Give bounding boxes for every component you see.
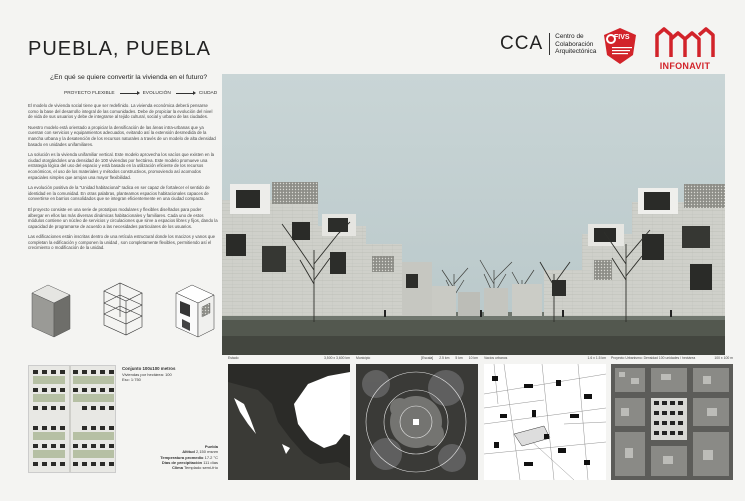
viviendas-label: Viviendas por hectárea: 100 <box>122 371 172 377</box>
axonometric-module-drawings <box>24 273 224 341</box>
fivs-badge-icon <box>603 27 637 65</box>
conjunto-label: Conjunto 100x100 metros <box>122 366 176 371</box>
site-plan-image <box>28 365 116 473</box>
description-text <box>28 103 218 256</box>
project-urban-map <box>611 364 733 480</box>
arrow-right-icon <box>176 93 194 94</box>
map-panel-vacios <box>484 356 606 480</box>
fivs-logo <box>603 27 637 65</box>
map-scale: 10 km <box>468 356 478 360</box>
map-panel-estado <box>228 356 350 480</box>
housing-render <box>222 74 725 355</box>
data-key: Días de precipitación <box>161 459 203 465</box>
main-render-image <box>222 74 725 355</box>
concept-flow <box>64 91 217 96</box>
axonometric-diagrams <box>24 273 224 341</box>
arrow-right-icon <box>120 93 138 94</box>
paragraph-3: La solución es la vivienda unifamiliar vertical. Este modelo aprovecha los vacíos que existen en la ciudad otorgándoles una densidad de 100 viviendas por hectárea. Este modelo promueve una estrategia lógica del uso del espacio y está basado en la utilización eficiente de los recursos económicos, el uso de los materiales y métodos constructivos, promoviendo así acomodos espaciales simples que arrojan una mayor flexibilidad. <box>28 152 215 180</box>
flow-step-2: EVOLUCIÓN <box>142 91 171 96</box>
paragraph-5: El proyecto consiste en una serie de prototipos modulares y flexibles diseñados para poder albergar en ellos las más diversas dinámicas habitacionales y familiares. Cada uno de estos módulos contiene un núcleo de servicios y circulaciones que sirve a espacios libres y fijos, dando la capacidad de programarse de acuerdo a las necesidades particulares de los usuarios. <box>28 206 218 229</box>
city-name: Puebla <box>204 444 218 449</box>
cca-text: Centro de Colaboración Arquitectónica <box>555 33 597 55</box>
infonavit-text: INFONAVIT <box>659 61 711 71</box>
site-plan-drawing <box>29 366 116 473</box>
paragraph-6: Las edificaciones están inscritas dentro de una retícula estructural donde los macizos y vanos que completan la edificación y componen la unidad , son completamente flexibles, permitiendo así el crecimiento o modificación de la unidad. <box>28 234 216 251</box>
paragraph-2: Nuestro modelo está orientado a propiciar la densificación de las áreas intra-urbanas que ya cuentan con servicios y equipamientos adecuados, evitando así la extensión desmedida de la mancha urbana y la desatención de los recursos naturales a través de un modelo de alta densidad basado en unidades unifamiliares. <box>28 124 216 147</box>
infonavit-logo <box>651 25 719 71</box>
urban-voids-map <box>484 364 606 480</box>
data-value: 17.2 °C <box>204 454 218 460</box>
flow-step-1: PROYECTO FLEXIBLE <box>64 91 115 96</box>
data-key: Altitud <box>182 449 195 455</box>
paragraph-1: El modelo de vivienda social tiene que ser redefinido. La vivienda económica deberá pensarse como la base del desarrollo integral de las comunidades. Debe de propiciar la evolución del nivel de vida de sus usuarios y debe de integrarse al tejido cultural, social y urbano de las ciudades. <box>28 103 213 120</box>
data-value: Templado semi-frío <box>183 465 218 471</box>
cca-mark: CCA <box>500 33 550 55</box>
lead-question: ¿En qué se quiere convertir la vivienda en el futuro? <box>50 74 208 81</box>
paragraph-4: La evolución positiva de la "Unidad habitacional" radica en ser capaz de fortalecer el sentido de identidad en la comunidad. En otras palabras, planteamos espacios habitacionales capaces de convertirse en barrios consolidados que se integran eficientemente en una ciudad compacta. <box>28 185 210 202</box>
municipio-satellite-map <box>356 364 478 480</box>
data-value: 2,150 msnm <box>195 449 218 455</box>
infonavit-mark-icon <box>651 25 719 61</box>
site-info <box>122 366 175 383</box>
map-panel-proyecto <box>611 356 733 480</box>
map-scale: 100 x 100 m <box>714 356 733 360</box>
page-title: PUEBLA, PUEBLA <box>28 38 211 60</box>
cca-logo <box>500 33 610 56</box>
scale-label: Esc: 1:750 <box>122 377 141 382</box>
climate-data <box>150 444 218 470</box>
data-key: Clima <box>172 465 183 471</box>
map-scale: 3,500 x 3,600 km <box>323 356 350 360</box>
map-panel-municipio <box>356 356 478 480</box>
flow-step-3: CIUDAD <box>198 91 218 96</box>
map-label: Proyecto Urbanismo: Densidad 100 unidades / hectárea <box>611 356 696 360</box>
map-scale: 2.5 km <box>439 356 450 360</box>
data-key: Temperatura promedio <box>160 454 204 460</box>
map-label: Estado <box>228 356 239 360</box>
map-scale: 5 km <box>455 356 463 360</box>
map-label: Vacíos urbanos <box>484 356 508 360</box>
map-scale: [Escala] <box>421 356 434 360</box>
map-label: Municipio <box>356 356 371 360</box>
map-scale: 1.6 x 1.5 km <box>587 356 606 360</box>
mexico-map <box>228 364 350 480</box>
fivs-text: FIVS <box>614 34 630 41</box>
data-value: 111 días <box>203 459 218 465</box>
